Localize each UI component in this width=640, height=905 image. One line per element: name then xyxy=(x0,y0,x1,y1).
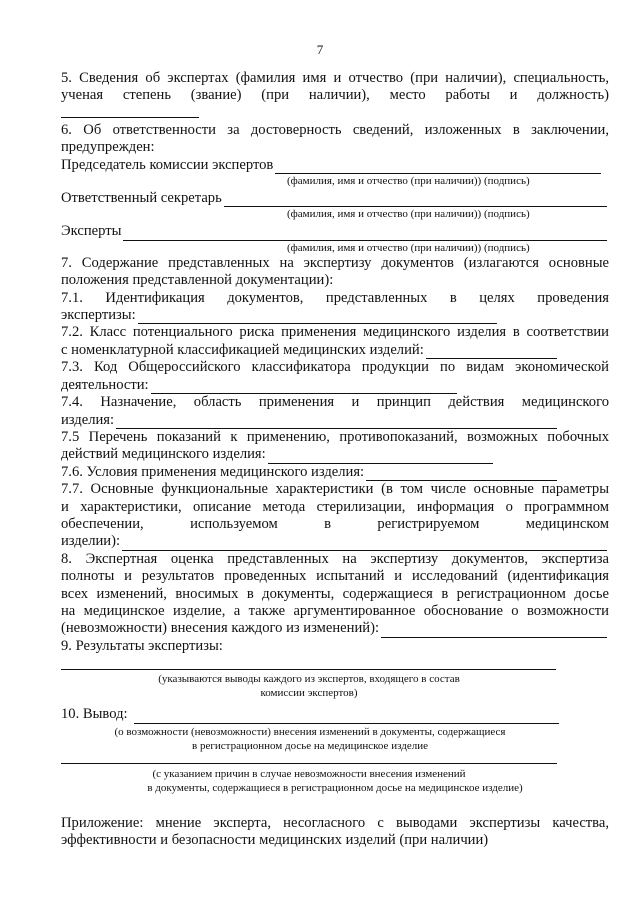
s8-line4: на медицинское изделие, а также аргументированное обоснование о возможности xyxy=(61,602,609,619)
p77-line2: и характеристики, описание метода стерилизации, информация о программном xyxy=(61,498,609,515)
secretary-signature-row xyxy=(61,190,607,207)
chair-signature-row xyxy=(61,157,601,174)
secretary-caption: (фамилия, имя и отчество (при наличии)) (подпись) xyxy=(287,208,530,221)
section-8 xyxy=(61,551,609,638)
s8-input-line[interactable] xyxy=(381,624,607,638)
s10-caption4: в документы, содержащиеся в регистрационном досье на медицинское изделие) xyxy=(147,781,523,794)
s6-line2: предупрежден: xyxy=(61,139,155,156)
chair-signature-line[interactable] xyxy=(275,160,601,174)
secretary-signature-line[interactable] xyxy=(224,193,607,207)
s10-caption3: (с указанием причин в случае невозможности внесения изменений xyxy=(152,767,466,780)
s8-line1: 8. Экспертная оценка представленных на экспертизу документов, экспертиза xyxy=(61,550,609,567)
p71-line1: 7.1. Идентификация документов, представленных в целях проведения xyxy=(61,289,609,306)
p71-row xyxy=(61,307,497,324)
section-5 xyxy=(61,70,609,118)
section-9 xyxy=(61,638,609,700)
p73-row xyxy=(61,377,457,394)
experts-caption: (фамилия, имя и отчество (при наличии)) (подпись) xyxy=(287,241,530,254)
p75-line1: 7.5 Перечень показаний к применению, противопоказаний, возможных побочных xyxy=(61,428,609,445)
p74-input-line[interactable] xyxy=(116,415,557,429)
p71-input-line[interactable] xyxy=(138,310,497,324)
p73-input-line[interactable] xyxy=(151,380,457,394)
s10-caption2: в регистрационном досье на медицинское изделие xyxy=(192,739,428,752)
p76-label: 7.6. Условия применения медицинского изделия: xyxy=(61,463,365,480)
s5-line1: 5. Сведения об экспертах (фамилия имя и отчество (при наличии), специальность, xyxy=(61,70,609,86)
experts-signature-row xyxy=(61,223,607,240)
s9-input-line[interactable] xyxy=(61,655,556,670)
p77-row xyxy=(61,533,607,550)
p73-label: деятельности: xyxy=(61,376,149,393)
s8-line2: полноты и результатов проведенных испытаний и исследований (идентификация xyxy=(61,568,609,585)
p75-input-line[interactable] xyxy=(268,450,493,464)
p72-input-line[interactable] xyxy=(426,345,557,359)
section-10 xyxy=(61,706,609,794)
p74-row xyxy=(61,412,557,429)
s8-label: (невозможности) внесения каждого из изменений): xyxy=(61,620,379,637)
p71-label: экспертизы: xyxy=(61,307,136,324)
s10-caption1: (о возможности (невозможности) внесения изменений в документы, содержащиеся xyxy=(114,725,506,738)
chair-caption: (фамилия, имя и отчество (при наличии)) (подпись) xyxy=(287,175,530,188)
experts-label: Эксперты xyxy=(61,223,122,240)
s7-line2: положения представленной документации): xyxy=(61,272,334,289)
s6-line1: 6. Об ответственности за достоверность сведений, изложенных в заключении, xyxy=(61,121,609,138)
s10-input-line-2[interactable] xyxy=(61,753,557,764)
p76-input-line[interactable] xyxy=(366,467,557,481)
p77-input-line[interactable] xyxy=(122,537,607,551)
s10-row xyxy=(61,706,559,723)
appendix-line2: эффективности и безопасности медицинских изделий (при наличии) xyxy=(61,832,489,848)
p72-line1: 7.2. Класс потенциального риска применения медицинского изделия в соответствии xyxy=(61,324,609,341)
appendix-line1: Приложение: мнение эксперта, несогласного с выводами экспертизы качества, xyxy=(61,814,609,831)
chair-label: Председатель комиссии экспертов xyxy=(61,156,274,173)
s8-row xyxy=(61,620,607,637)
s10-label: 10. Вывод: xyxy=(61,706,128,723)
s9-caption2: комиссии экспертов) xyxy=(260,687,358,700)
s7-line1: 7. Содержание представленных на экспертизу документов (излагаются основные xyxy=(61,254,609,271)
p77-label: изделии): xyxy=(61,533,121,550)
p75-row xyxy=(61,446,493,463)
form-body xyxy=(61,70,609,849)
p72-label: с номенклатурной классификацией медицинских изделий: xyxy=(61,341,424,358)
p74-label: изделия: xyxy=(61,411,115,428)
p77-line1: 7.7. Основные функциональные характеристики (в том числе основные параметры xyxy=(61,481,609,498)
s8-line3: всех изменений, вносимых в документы, содержащиеся в регистрационном досье xyxy=(61,585,609,602)
appendix xyxy=(61,815,609,850)
p77-line3: обеспечении, используемом в регистрируемом медицинском xyxy=(61,515,609,532)
section-7 xyxy=(61,255,609,551)
secretary-label: Ответственный секретарь xyxy=(61,190,222,207)
section-6 xyxy=(61,122,609,255)
s9-label: 9. Результаты экспертизы: xyxy=(61,637,223,654)
p73-line1: 7.3. Код Общероссийского классификатора продукции по видам экономической xyxy=(61,359,609,376)
s5-underline[interactable] xyxy=(61,105,199,118)
page-number: 7 xyxy=(316,42,324,57)
p76-row xyxy=(61,464,557,481)
p74-line1: 7.4. Назначение, область применения и принцип действия медицинского xyxy=(61,394,609,411)
p75-label: действий медицинского изделия: xyxy=(61,446,266,463)
p72-row xyxy=(61,342,557,359)
s5-line2: ученая степень (звание) (при наличии), место работы и должность) xyxy=(61,87,609,104)
s9-caption1: (указываются выводы каждого из экспертов, входящего в состав xyxy=(158,673,460,686)
s10-input-line[interactable] xyxy=(134,710,559,724)
experts-signature-line[interactable] xyxy=(123,227,607,241)
